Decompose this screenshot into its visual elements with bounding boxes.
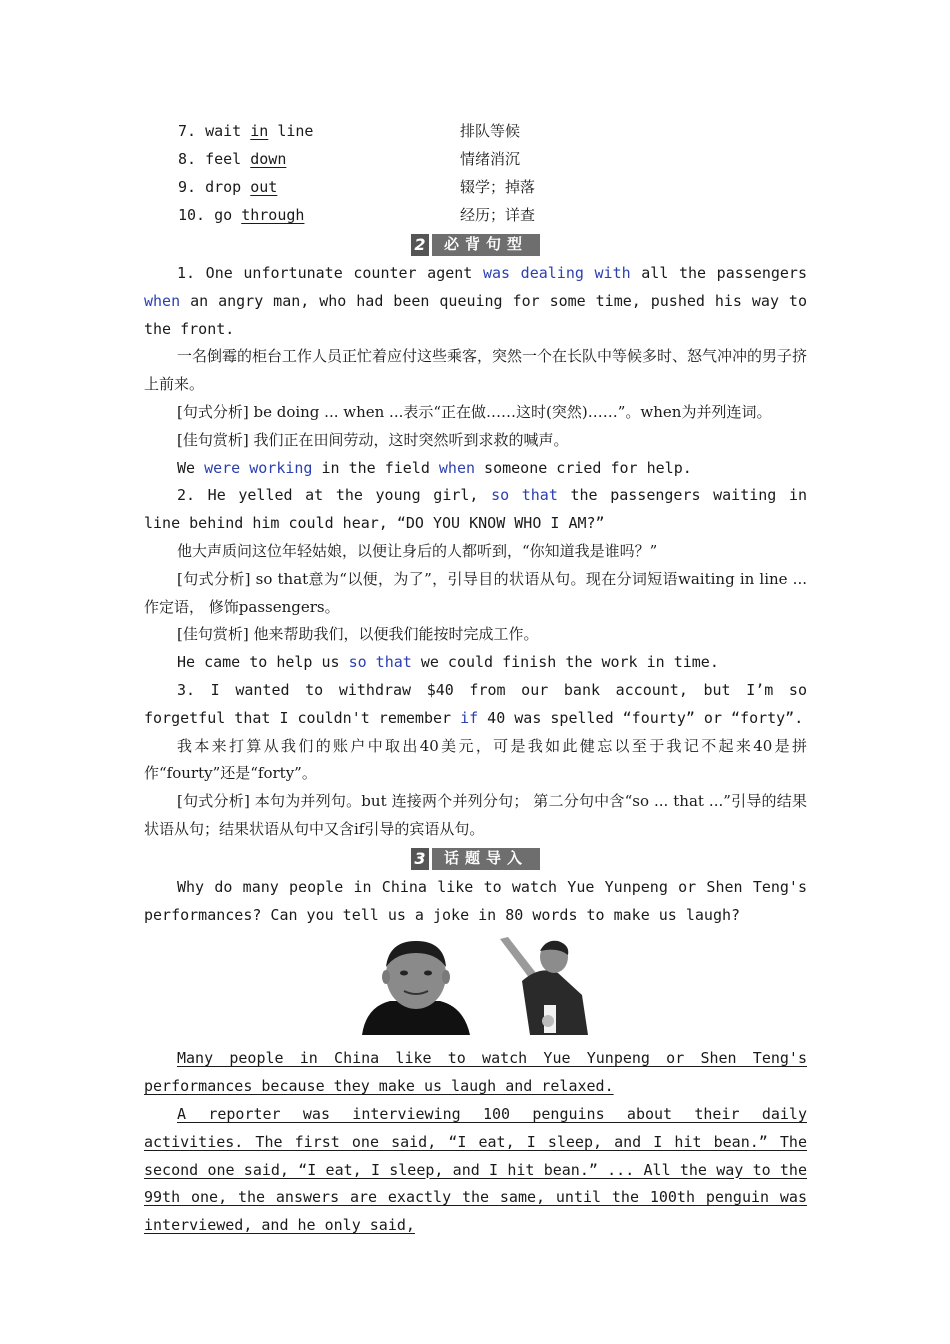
section-number: 3 — [411, 848, 429, 870]
highlight: if — [460, 708, 479, 727]
phrase-row — [144, 146, 807, 174]
phrase-row — [144, 118, 807, 146]
highlight: was dealing with — [482, 264, 631, 282]
section-number: 2 — [411, 234, 429, 256]
sentence-2-analysis: [句式分析] so that意为“以便，为了”，引导目的状语从句。现在分词短语waiting in line ...作定语， 修饰passengers。 — [144, 569, 807, 616]
phrase-meaning: 情绪消沉 — [460, 150, 521, 169]
phrase-text: 9. drop — [178, 178, 251, 197]
sentence-2-example: He came to help us so that we could finish the work in time. — [177, 653, 719, 672]
highlight: so that — [491, 486, 558, 505]
phrase-meaning: 辍学；掉落 — [460, 178, 536, 197]
phrase-rest: line — [268, 122, 314, 141]
phrase-keyword: down — [250, 150, 287, 169]
section-header-2 — [144, 230, 807, 260]
sentence-3: 3. I wanted to withdraw $40 from our bank account, but I’m so forgetful that I couldn't remember if 40 was spelled “fourty” or “forty”. — [144, 680, 807, 727]
highlight: so that — [348, 653, 412, 672]
sentence-3-translation: 我本来打算从我们的账户中取出40美元，可是我如此健忘以至于我记不起来40是拼作“fourty”还是“forty”。 — [144, 736, 807, 783]
phrase-keyword: out — [250, 178, 278, 197]
performer-photos — [144, 935, 807, 1035]
phrase-row — [144, 174, 807, 202]
sentence-2-appreciate: [佳句赏析] 他来帮助我们，以便我们能按时完成工作。 — [177, 625, 539, 644]
phrase-text: 10. go — [178, 206, 242, 225]
highlight: when — [438, 458, 476, 477]
phrase-meaning: 排队等候 — [460, 122, 521, 141]
sentence-1-example: We were working in the field when someone cried for help. — [177, 458, 692, 477]
section-title: 必背句型 — [432, 234, 540, 256]
phrase-row — [144, 202, 807, 230]
performer-photo-1 — [356, 935, 474, 1035]
sentence-3-analysis: [句式分析] 本句为并列句。but 连接两个并列分句； 第二分句中含“so ... that ...”引导的结果状语从句；结果状语从句中又含if引导的宾语从句。 — [144, 792, 807, 838]
document-page — [144, 118, 807, 1240]
phrase-keyword: through — [241, 206, 305, 225]
phrase-text: 7. wait — [178, 122, 251, 141]
section-title: 话题导入 — [432, 848, 540, 870]
sentence-2-translation: 他大声质问这位年轻姑娘，以便让身后的人都听到，“你知道我是谁吗？” — [177, 541, 658, 560]
phrase-meaning: 经历；详查 — [460, 206, 536, 225]
sentence-1: 1. One unfortunate counter agent was dealing with all the passengers when an angry man, who had been queuing for some time, pushed his way to the front. — [144, 264, 807, 338]
topic-answer-2: A reporter was interviewing 100 penguins about their daily activities. The first one said, “I eat, I sleep, and I hit bean.” The second one said, “I eat, I sleep, and I hit bean.” ... All the way to the 99th one, the answers are exactly the same, until the 100th penguin was interviewed, and he only said, — [144, 1104, 807, 1235]
sentence-1-translation: 一名倒霉的柜台工作人员正忙着应付这些乘客，突然一个在长队中等候多时、怒气冲冲的男子挤上前来。 — [144, 347, 808, 394]
phrase-text: 8. feel — [178, 150, 251, 169]
sentence-2: 2. He yelled at the young girl, so that the passengers waiting in line behind him could hear, “DO YOU KNOW WHO I AM?” — [144, 486, 808, 533]
highlight: were working — [204, 458, 313, 477]
section-header-3 — [144, 844, 807, 874]
sentence-1-analysis: [句式分析] be doing ... when ...表示“正在做……这时(突然)……”。when为并列连词。 — [177, 402, 772, 421]
topic-answer-1: Many people in China like to watch Yue Yunpeng or Shen Teng's performances because they make us laugh and relaxed. — [144, 1049, 807, 1096]
phrase-keyword: in — [250, 122, 269, 141]
topic-question: Why do many people in China like to watch Yue Yunpeng or Shen Teng's performances? Can you tell us a joke in 80 words to make us laugh? — [144, 877, 807, 924]
performer-photo-2 — [496, 935, 596, 1035]
sentence-1-appreciate: [佳句赏析] 我们正在田间劳动，这时突然听到求救的喊声。 — [177, 430, 569, 449]
highlight: when — [144, 291, 181, 310]
